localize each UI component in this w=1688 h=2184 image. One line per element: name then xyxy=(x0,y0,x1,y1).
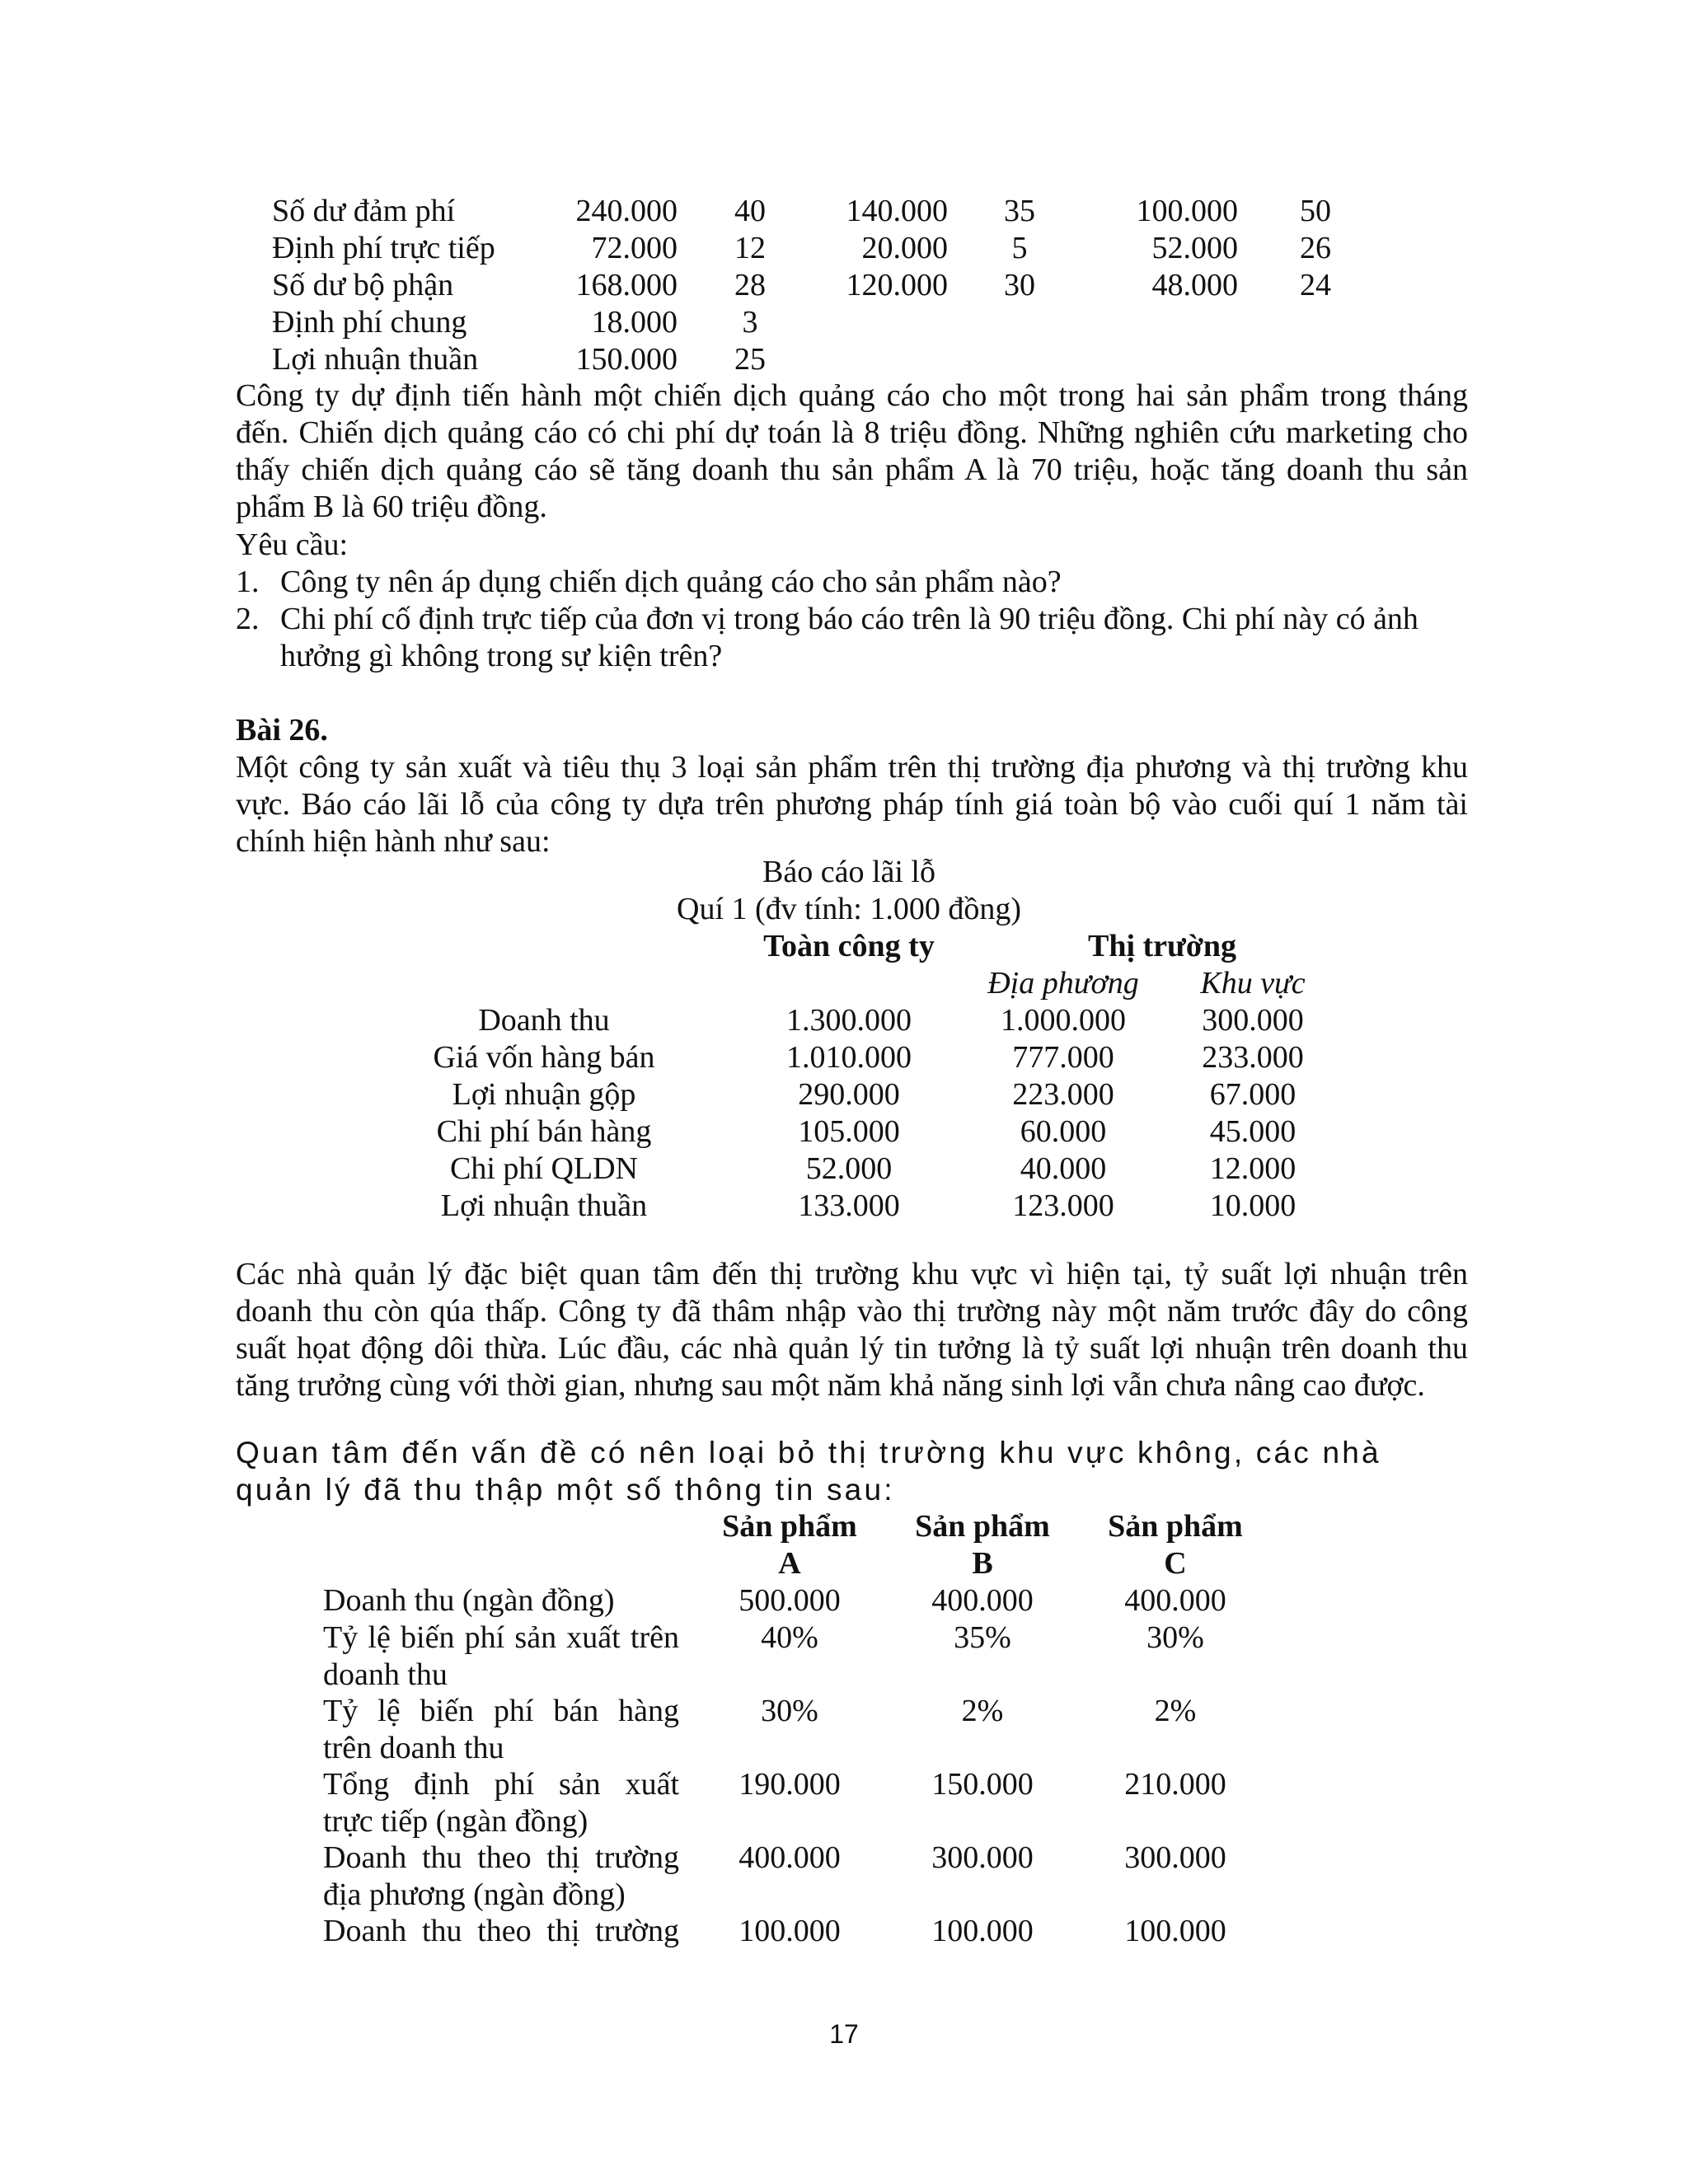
paragraph-line: Quan tâm đến vấn đề có nên loại bỏ thị trường khu vực không, các nhà xyxy=(236,1436,1381,1469)
subheader-local: Địa phương xyxy=(987,966,1139,1001)
row-label: Giá vốn hàng bán xyxy=(433,1040,655,1075)
row-label: Doanh thu theo thị trường xyxy=(323,1914,679,1948)
requirement-text: hưởng gì không trong sự kiện trên? xyxy=(280,639,723,673)
cell: 48.000 xyxy=(1151,268,1238,302)
paragraph-regional-market xyxy=(236,1256,1468,1404)
cell-b: 150.000 xyxy=(931,1767,1034,1802)
row-label: Định phí trực tiếp xyxy=(272,231,495,265)
paragraph-line: Các nhà quản lý đặc biệt quan tâm đến thị trường khu vực vì hiện tại, tỷ suất lợi nhuận trên xyxy=(236,1257,1468,1291)
cell: 52.000 xyxy=(1151,231,1238,265)
header-product-a: Sản phẩm xyxy=(722,1509,857,1544)
row-label: trực tiếp (ngàn đồng) xyxy=(323,1804,588,1839)
cell-b: 2% xyxy=(961,1694,1004,1728)
subheader-region: Khu vực xyxy=(1200,966,1306,1001)
cell-b: 300.000 xyxy=(931,1840,1034,1875)
cell-region: 233.000 xyxy=(1202,1040,1304,1075)
cell: 40 xyxy=(734,194,766,228)
cell-company: 290.000 xyxy=(798,1077,900,1112)
header-product-c: Sản phẩm xyxy=(1108,1509,1243,1544)
header-product-b-letter: B xyxy=(972,1546,993,1581)
header-product-b: Sản phẩm xyxy=(915,1509,1050,1544)
paragraph-line: phẩm B là 60 triệu đồng. xyxy=(236,490,547,524)
page-number: 17 xyxy=(829,2019,859,2049)
row-label: Lợi nhuận gộp xyxy=(452,1077,636,1112)
cell-c: 100.000 xyxy=(1124,1914,1226,1948)
report-subtitle: Quí 1 (đv tính: 1.000 đồng) xyxy=(677,892,1021,926)
paragraph-line: quản lý đã thu thập một số thông tin sau: xyxy=(236,1473,895,1507)
cell-company: 52.000 xyxy=(805,1151,893,1186)
paragraph-line: Công ty dự định tiến hành một chiến dịch quảng cáo cho một trong hai sản phẩm trong tháng xyxy=(236,378,1468,413)
cell-local: 777.000 xyxy=(1012,1040,1114,1075)
cell: 240.000 xyxy=(575,194,678,228)
header-product-c-letter: C xyxy=(1164,1546,1187,1581)
cell-b: 400.000 xyxy=(931,1583,1034,1618)
cell-a: 500.000 xyxy=(738,1583,841,1618)
cell: 20.000 xyxy=(861,231,948,265)
cell-local: 223.000 xyxy=(1012,1077,1114,1112)
paragraph-line: thấy chiến dịch quảng cáo sẽ tăng doanh thu sản phẩm A là 70 triệu, hoặc tăng doanh thu sản xyxy=(236,452,1468,487)
cell-company: 1.010.000 xyxy=(786,1040,912,1075)
row-label: Số dư bộ phận xyxy=(272,268,454,302)
row-label: trên doanh thu xyxy=(323,1731,504,1765)
cell: 72.000 xyxy=(591,231,678,265)
cell-local: 123.000 xyxy=(1012,1188,1114,1223)
cell: 28 xyxy=(734,268,766,302)
row-label: Số dư đảm phí xyxy=(272,194,456,228)
cell-region: 45.000 xyxy=(1209,1114,1296,1149)
cell: 168.000 xyxy=(575,268,678,302)
row-label: Lợi nhuận thuần xyxy=(272,342,479,377)
exercise-title: Bài 26. xyxy=(236,713,328,748)
row-label: Lợi nhuận thuần xyxy=(440,1188,648,1223)
cell-region: 10.000 xyxy=(1209,1188,1296,1223)
cell-b: 100.000 xyxy=(931,1914,1034,1948)
cell: 120.000 xyxy=(846,268,948,302)
cell: 35 xyxy=(1004,194,1035,228)
row-label: Chi phí bán hàng xyxy=(436,1114,652,1149)
paragraph-line: suất họat động dôi thừa. Lúc đầu, các nhà quản lý tin tưởng là tỷ suất lợi nhuận trên doanh thu xyxy=(236,1331,1468,1366)
cell-a: 190.000 xyxy=(738,1767,841,1802)
requirement-text: Chi phí cố định trực tiếp của đơn vị trong báo cáo trên là 90 triệu đồng. Chi phí này có ảnh xyxy=(280,602,1418,636)
cell: 25 xyxy=(734,342,766,377)
paragraph-line: Một công ty sản xuất và tiêu thụ 3 loại sản phẩm trên thị trường địa phương và thị trường khu xyxy=(236,750,1468,785)
paragraph-line: chính hiện hành như sau: xyxy=(236,824,551,859)
cell-a: 100.000 xyxy=(738,1914,841,1948)
cell-local: 1.000.000 xyxy=(1001,1003,1126,1038)
row-label: Chi phí QLDN xyxy=(450,1151,638,1186)
header-company: Toàn công ty xyxy=(763,929,935,963)
row-label: địa phương (ngàn đồng) xyxy=(323,1877,626,1912)
row-label: Định phí chung xyxy=(272,305,467,340)
exercise-intro xyxy=(236,749,1468,860)
cell-c: 210.000 xyxy=(1124,1767,1226,1802)
cell-a: 40% xyxy=(761,1620,818,1655)
paragraph-campaign xyxy=(236,377,1468,526)
row-label: Tỷ lệ biến phí sản xuất trên xyxy=(323,1620,679,1655)
cell-c: 30% xyxy=(1146,1620,1204,1655)
cell: 140.000 xyxy=(846,194,948,228)
cell: 26 xyxy=(1300,231,1331,265)
row-label: doanh thu xyxy=(323,1657,448,1692)
requirement-number: 1. xyxy=(236,565,260,599)
cell-company: 133.000 xyxy=(798,1188,900,1223)
cell: 50 xyxy=(1300,194,1331,228)
requirement-number: 2. xyxy=(236,602,260,636)
cell: 5 xyxy=(1011,231,1028,265)
header-product-a-letter: A xyxy=(778,1546,801,1581)
cell-a: 400.000 xyxy=(738,1840,841,1875)
cell-c: 2% xyxy=(1154,1694,1197,1728)
row-label: Doanh thu theo thị trường xyxy=(323,1840,679,1875)
cell-company: 105.000 xyxy=(798,1114,900,1149)
report-title: Báo cáo lãi lỗ xyxy=(762,855,935,889)
paragraph-line: đến. Chiến dịch quảng cáo có chi phí dự toán là 8 triệu đồng. Những nghiên cứu marketing cho xyxy=(236,415,1468,450)
row-label: Doanh thu xyxy=(478,1003,610,1038)
cell: 18.000 xyxy=(591,305,678,340)
row-label: Doanh thu (ngàn đồng) xyxy=(323,1583,615,1618)
cell-b: 35% xyxy=(954,1620,1011,1655)
cell: 24 xyxy=(1300,268,1331,302)
paragraph-line: doanh thu còn qúa thấp. Công ty đã thâm nhập vào thị trường này một năm trước đây do công xyxy=(236,1294,1468,1329)
cell-a: 30% xyxy=(761,1694,818,1728)
cell: 3 xyxy=(742,305,758,340)
cell: 30 xyxy=(1004,268,1035,302)
cell-region: 12.000 xyxy=(1209,1151,1296,1186)
cell: 100.000 xyxy=(1136,194,1238,228)
cell-c: 300.000 xyxy=(1124,1840,1226,1875)
cell-region: 67.000 xyxy=(1209,1077,1296,1112)
requirement-text: Công ty nên áp dụng chiến dịch quảng cáo cho sản phẩm nào? xyxy=(280,565,1062,599)
paragraph-line: tăng trưởng cùng với thời gian, nhưng sau một năm khả năng sinh lợi vẫn chưa nâng cao được. xyxy=(236,1368,1425,1403)
row-label: Tỷ lệ biến phí bán hàng xyxy=(323,1694,679,1728)
cell-region: 300.000 xyxy=(1202,1003,1304,1038)
cell-local: 40.000 xyxy=(1020,1151,1107,1186)
paragraph-line: vực. Báo cáo lãi lỗ của công ty dựa trên phương pháp tính giá toàn bộ vào cuối quí 1 năm tài xyxy=(236,787,1468,822)
cell: 150.000 xyxy=(575,342,678,377)
cell-c: 400.000 xyxy=(1124,1583,1226,1618)
header-market: Thị trường xyxy=(1087,929,1237,963)
cell: 12 xyxy=(734,231,766,265)
row-label: Tổng định phí sản xuất xyxy=(323,1767,679,1802)
cell-local: 60.000 xyxy=(1020,1114,1107,1149)
requirements-heading: Yêu cầu: xyxy=(236,527,349,562)
cell-company: 1.300.000 xyxy=(786,1003,912,1038)
